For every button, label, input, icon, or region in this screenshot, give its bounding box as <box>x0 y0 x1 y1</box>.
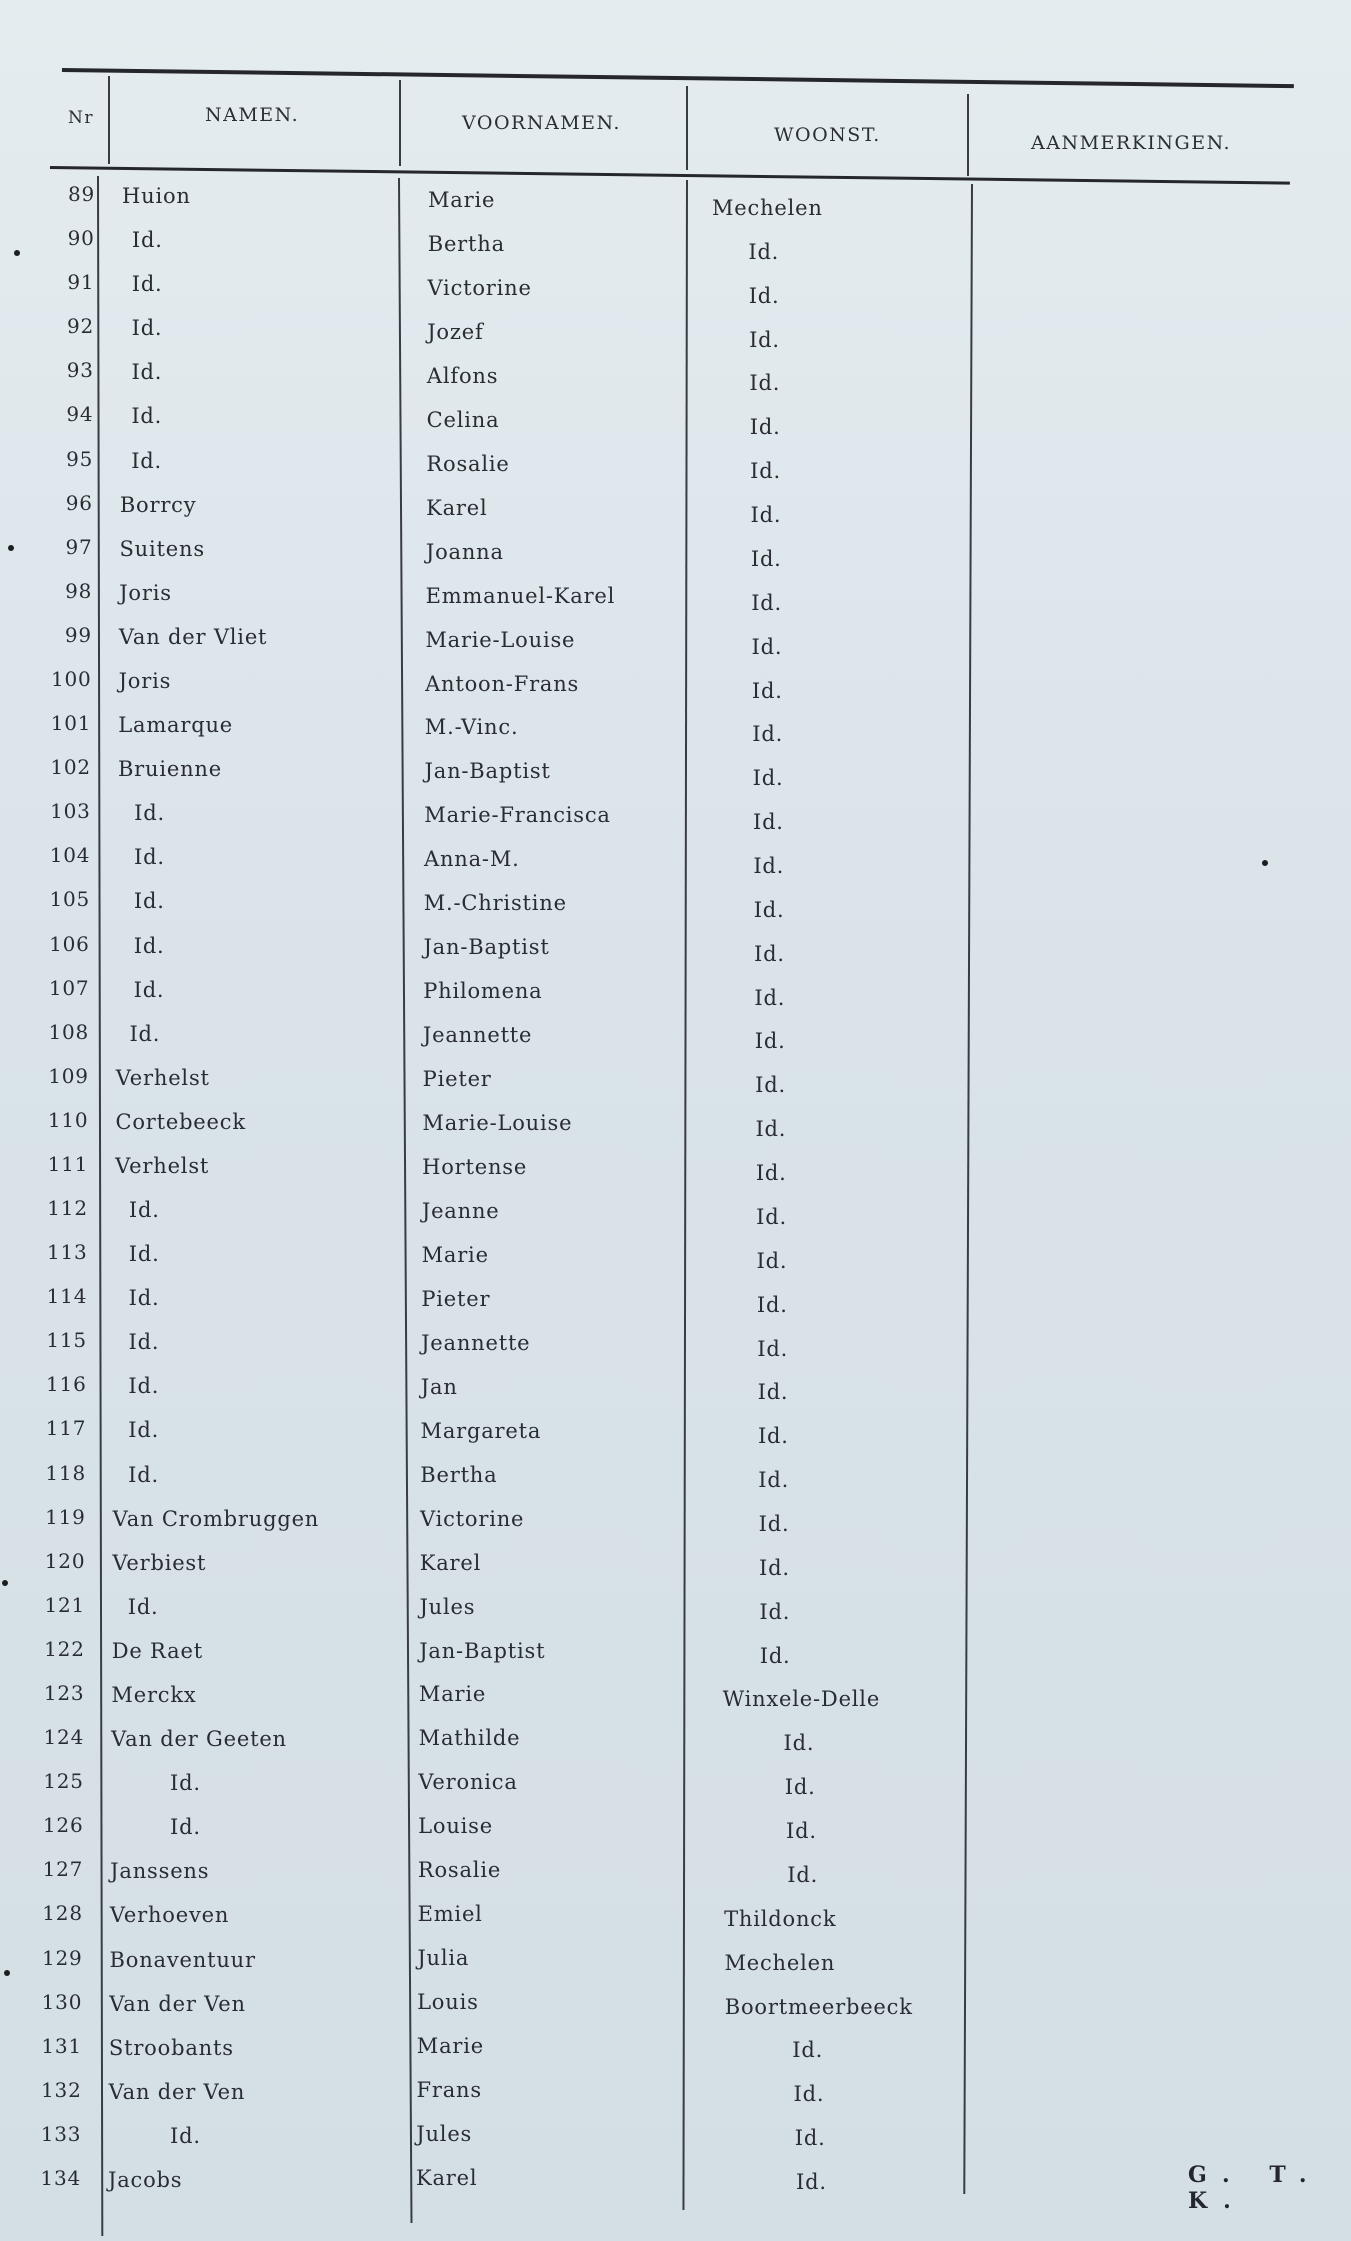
header-nr: Nr <box>68 108 95 128</box>
first-name-cell: Mathilde <box>418 1726 521 1751</box>
table-row <box>0 529 1351 569</box>
surname-cell: Id. <box>133 933 165 958</box>
table-row <box>0 1631 1351 1671</box>
surname-cell: Id. <box>131 228 163 253</box>
row-number: 97 <box>65 534 93 559</box>
first-name-cell: Louis <box>417 1990 479 2015</box>
surname-cell: Id. <box>128 1418 160 1443</box>
table-row <box>0 837 1351 877</box>
residence-cell: Id. <box>757 1424 789 1449</box>
row-number: 123 <box>43 1681 85 1706</box>
row-number: 122 <box>44 1636 85 1661</box>
row-number: 128 <box>42 1901 83 1926</box>
residence-cell: Id. <box>757 1336 789 1361</box>
surname-cell: Id. <box>128 1242 160 1267</box>
row-number: 110 <box>47 1107 89 1132</box>
table-row <box>0 793 1351 833</box>
residence-cell: Id. <box>753 853 785 878</box>
first-name-cell: Jan-Baptist <box>423 935 550 960</box>
surname-cell: Verbiest <box>112 1550 207 1575</box>
surname-cell: Id. <box>129 1021 161 1046</box>
first-name-cell: Joanna <box>425 539 504 564</box>
header-aanmerkingen: AANMERKINGEN. <box>1031 132 1232 154</box>
residence-cell: Id. <box>749 371 781 396</box>
residence-cell: Boortmeerbeeck <box>724 1994 913 2019</box>
surname-cell: Suitens <box>119 536 205 561</box>
first-name-cell: Julia <box>417 1946 470 1971</box>
first-name-cell: Karel <box>416 2166 478 2190</box>
first-name-cell: Karel <box>426 495 488 520</box>
first-name-cell: Marie-Francisca <box>424 803 611 828</box>
residence-cell: Id. <box>783 1731 815 1756</box>
residence-cell: Id. <box>748 239 780 264</box>
table-row <box>0 2028 1351 2068</box>
first-name-cell: Alfons <box>426 363 499 388</box>
row-number: 99 <box>64 622 92 647</box>
first-name-cell: Margareta <box>420 1418 542 1443</box>
residence-cell: Id. <box>752 810 784 835</box>
surname-cell: Id. <box>134 801 165 826</box>
surname-cell: Joris <box>119 580 172 605</box>
table-row <box>0 1410 1351 1450</box>
table-row <box>0 1984 1351 2024</box>
row-number: 92 <box>67 314 95 339</box>
surname-cell: Id. <box>127 1594 159 1619</box>
table-row <box>0 1719 1351 1759</box>
row-number: 95 <box>66 446 94 471</box>
table-row <box>0 2160 1351 2200</box>
table-row <box>0 1366 1351 1406</box>
table-row <box>0 2116 1351 2156</box>
header-voornamen: VOORNAMEN. <box>462 112 621 134</box>
table-row <box>0 176 1351 220</box>
residence-cell: Id. <box>784 1775 816 1800</box>
residence-cell: Id. <box>796 2170 827 2194</box>
surname-cell: Id. <box>134 845 165 870</box>
table-row <box>0 485 1351 528</box>
residence-cell: Id. <box>751 678 783 703</box>
table-row <box>0 970 1351 1010</box>
surname-cell: Id. <box>131 272 163 297</box>
residence-cell: Id. <box>749 415 781 440</box>
row-number: 124 <box>43 1725 85 1750</box>
surname-cell: Huion <box>122 184 191 208</box>
surname-cell: Id. <box>128 1374 160 1399</box>
table-row <box>0 1499 1351 1539</box>
surname-cell: Merckx <box>111 1683 197 1708</box>
row-number: 117 <box>45 1416 87 1441</box>
surname-cell: Id. <box>131 316 163 341</box>
surname-cell: Id. <box>128 1286 160 1311</box>
table-row <box>0 1278 1351 1318</box>
first-name-cell: Marie <box>418 1682 487 1707</box>
residence-cell: Id. <box>759 1599 791 1624</box>
surname-cell: Id. <box>133 977 165 1002</box>
row-number: 115 <box>46 1328 87 1353</box>
residence-cell: Id. <box>750 546 782 571</box>
row-number: 114 <box>46 1284 88 1309</box>
first-name-cell: Emmanuel-Karel <box>425 583 616 608</box>
surname-cell: Stroobants <box>108 2035 234 2060</box>
row-number: 125 <box>43 1769 84 1794</box>
table-row <box>0 881 1351 921</box>
table-row <box>0 1851 1351 1891</box>
surname-cell: Jacobs <box>108 2168 183 2192</box>
surname-cell: Id. <box>131 360 163 385</box>
surname-cell: Id. <box>128 1462 159 1487</box>
row-number: 118 <box>45 1460 86 1485</box>
table-row <box>0 1234 1351 1274</box>
first-name-cell: Pieter <box>422 1067 492 1092</box>
residence-cell: Id. <box>792 2038 824 2063</box>
first-name-cell: M.-Christine <box>423 891 567 916</box>
first-name-cell: Jules <box>416 2122 473 2147</box>
surname-cell: Verhelst <box>115 1153 210 1178</box>
first-name-cell: Marie-Louise <box>425 627 576 652</box>
row-number: 126 <box>42 1813 84 1838</box>
first-name-cell: Marie <box>428 188 496 212</box>
table-row <box>0 661 1351 701</box>
residence-cell: Id. <box>755 1161 787 1186</box>
residence-cell: Thildonck <box>724 1906 837 1931</box>
first-name-cell: Karel <box>419 1550 482 1575</box>
first-name-cell: Antoon-Frans <box>425 671 580 696</box>
surname-cell: Van der Geeten <box>111 1727 287 1752</box>
row-number: 113 <box>46 1240 88 1265</box>
table-row <box>0 1587 1351 1627</box>
first-name-cell: Rosalie <box>417 1858 502 1883</box>
table-row <box>0 1940 1351 1980</box>
row-number: 111 <box>47 1151 89 1176</box>
residence-cell: Id. <box>756 1248 788 1273</box>
residence-cell: Id. <box>751 590 783 615</box>
surname-cell: Bonaventuur <box>109 1947 256 1972</box>
surname-cell: Lamarque <box>118 713 233 738</box>
table-row <box>0 1763 1351 1803</box>
table-row <box>0 1058 1351 1098</box>
surname-cell: Joris <box>118 668 172 693</box>
row-number: 130 <box>41 1989 83 2014</box>
table-row <box>0 1807 1351 1847</box>
row-number: 129 <box>41 1945 83 1970</box>
residence-cell: Id. <box>755 1117 787 1142</box>
margin-speck <box>8 545 14 551</box>
row-number: 103 <box>50 799 91 824</box>
row-number: 96 <box>65 490 93 515</box>
residence-cell: Winxele-Delle <box>722 1687 881 1712</box>
residence-cell: Id. <box>758 1468 790 1493</box>
residence-cell: Id. <box>756 1292 788 1317</box>
residence-cell: Id. <box>755 1073 786 1098</box>
row-number: 101 <box>50 711 92 736</box>
surname-cell: Van der Ven <box>109 1991 246 2016</box>
residence-cell: Id. <box>757 1380 789 1405</box>
surname-cell: Id. <box>170 1815 201 1840</box>
margin-speck <box>4 1970 10 1976</box>
row-number: 112 <box>47 1196 88 1221</box>
surname-cell: De Raet <box>111 1638 203 1663</box>
first-name-cell: Emiel <box>417 1902 483 1927</box>
residence-cell: Mechelen <box>712 196 823 220</box>
surname-cell: Janssens <box>110 1859 210 1884</box>
surname-cell: Id. <box>131 448 163 473</box>
row-number: 132 <box>41 2077 82 2102</box>
table-row <box>0 2072 1351 2112</box>
first-name-cell: Jules <box>419 1594 476 1619</box>
surname-cell: Id. <box>131 404 163 429</box>
residence-cell: Id. <box>794 2126 826 2151</box>
row-number: 108 <box>48 1019 90 1044</box>
first-name-cell: Jeanne <box>421 1198 500 1223</box>
table-row <box>0 1014 1351 1054</box>
header-woonst: WOONST. <box>774 124 881 146</box>
residence-cell: Id. <box>756 1204 787 1229</box>
first-name-cell: Frans <box>416 2078 482 2103</box>
surname-cell: Id. <box>128 1330 160 1355</box>
surname-cell: Id. <box>128 1198 160 1223</box>
residence-cell: Id. <box>787 1862 819 1887</box>
surname-cell: Id. <box>133 889 165 914</box>
first-name-cell: Marie <box>416 2034 485 2059</box>
first-name-cell: Jeannette <box>421 1330 531 1355</box>
residence-cell: Id. <box>748 283 780 308</box>
table-row <box>0 1146 1351 1186</box>
surname-cell: Id. <box>170 1771 201 1796</box>
row-number: 131 <box>41 2033 82 2058</box>
row-number: 105 <box>49 887 91 912</box>
table-row <box>0 573 1351 613</box>
residence-cell: Id. <box>753 897 785 922</box>
table-row <box>0 396 1351 440</box>
first-name-cell: Anna-M. <box>424 847 520 872</box>
first-name-cell: Pieter <box>421 1286 491 1311</box>
first-name-cell: Louise <box>418 1814 493 1839</box>
residence-cell: Id. <box>759 1555 790 1580</box>
surname-cell: Id. <box>170 2123 201 2148</box>
row-number: 134 <box>40 2166 81 2190</box>
first-name-cell: Marie-Louise <box>422 1111 573 1136</box>
first-name-cell: Victorine <box>427 275 532 300</box>
table-row <box>0 1322 1351 1362</box>
row-number: 93 <box>66 358 94 383</box>
residence-cell: Id. <box>749 327 780 352</box>
residence-cell: Id. <box>750 503 782 528</box>
residence-cell: Id. <box>793 2082 825 2107</box>
row-number: 107 <box>48 975 90 1000</box>
table-row <box>0 352 1351 396</box>
first-name-cell: Jeannette <box>422 1023 533 1048</box>
row-number: 89 <box>67 182 95 206</box>
residence-cell: Id. <box>759 1643 791 1668</box>
header-namen: NAMEN. <box>205 104 300 126</box>
residence-cell: Id. <box>786 1819 817 1844</box>
table-row <box>0 926 1351 966</box>
surname-cell: Van der Ven <box>108 2079 246 2104</box>
table-row <box>0 617 1351 657</box>
table-row <box>0 220 1351 264</box>
row-number: 127 <box>42 1857 84 1882</box>
surname-cell: Verhoeven <box>109 1903 230 1928</box>
surname-cell: Van Crombruggen <box>112 1506 320 1531</box>
first-name-cell: Celina <box>426 407 500 432</box>
row-number: 116 <box>46 1372 87 1397</box>
table-row <box>0 441 1351 484</box>
row-number: 102 <box>50 755 91 780</box>
first-name-cell: Bertha <box>427 231 505 256</box>
first-name-cell: Jan-Baptist <box>424 759 551 784</box>
first-name-cell: M.-Vinc. <box>424 715 519 740</box>
first-name-cell: Bertha <box>420 1462 498 1487</box>
table-row <box>0 1190 1351 1230</box>
first-name-cell: Victorine <box>420 1506 525 1531</box>
surname-cell: Borrcy <box>119 492 197 517</box>
residence-cell: Id. <box>754 985 786 1010</box>
footer-initials: G. T. K. <box>1188 2162 1323 2214</box>
row-number: 91 <box>67 270 95 295</box>
first-name-cell: Hortense <box>422 1155 528 1180</box>
surname-cell: Van der Vliet <box>118 624 268 649</box>
first-name-cell: Veronica <box>418 1770 518 1795</box>
table-row <box>0 1102 1351 1142</box>
row-number: 133 <box>40 2121 82 2146</box>
table-row <box>0 1895 1351 1935</box>
row-number: 121 <box>44 1592 86 1617</box>
row-number: 90 <box>67 226 95 251</box>
surname-cell: Verhelst <box>115 1065 210 1090</box>
row-number: 119 <box>45 1504 86 1529</box>
first-name-cell: Rosalie <box>426 451 510 476</box>
row-number: 98 <box>65 578 93 603</box>
first-name-cell: Philomena <box>423 979 543 1004</box>
first-name-cell: Marie <box>421 1242 489 1267</box>
table-row <box>0 1543 1351 1583</box>
margin-speck <box>14 250 20 256</box>
row-number: 100 <box>50 666 92 691</box>
first-name-cell: Jan <box>420 1374 458 1399</box>
table-row <box>0 264 1351 308</box>
residence-cell: Id. <box>758 1511 790 1536</box>
row-number: 120 <box>44 1548 86 1573</box>
surname-cell: Bruienne <box>117 757 222 782</box>
table-row <box>0 308 1351 352</box>
residence-cell: Id. <box>751 634 783 659</box>
row-number: 109 <box>48 1063 89 1088</box>
row-number: 94 <box>66 402 94 427</box>
residence-cell: Id. <box>752 766 784 791</box>
residence-cell: Mechelen <box>724 1950 836 1975</box>
residence-cell: Id. <box>754 941 785 966</box>
row-number: 106 <box>49 931 90 956</box>
first-name-cell: Jan-Baptist <box>419 1638 546 1663</box>
margin-speck <box>1262 860 1268 866</box>
margin-speck <box>2 1580 8 1586</box>
surname-cell: Cortebeeck <box>115 1109 246 1134</box>
table-row <box>0 705 1351 745</box>
row-number: 104 <box>49 843 91 868</box>
residence-cell: Id. <box>754 1029 786 1054</box>
table-row <box>0 749 1351 789</box>
table-row <box>0 1675 1351 1715</box>
table-row <box>0 1455 1351 1495</box>
residence-cell: Id. <box>750 459 781 484</box>
first-name-cell: Jozef <box>427 319 484 344</box>
residence-cell: Id. <box>752 722 784 747</box>
